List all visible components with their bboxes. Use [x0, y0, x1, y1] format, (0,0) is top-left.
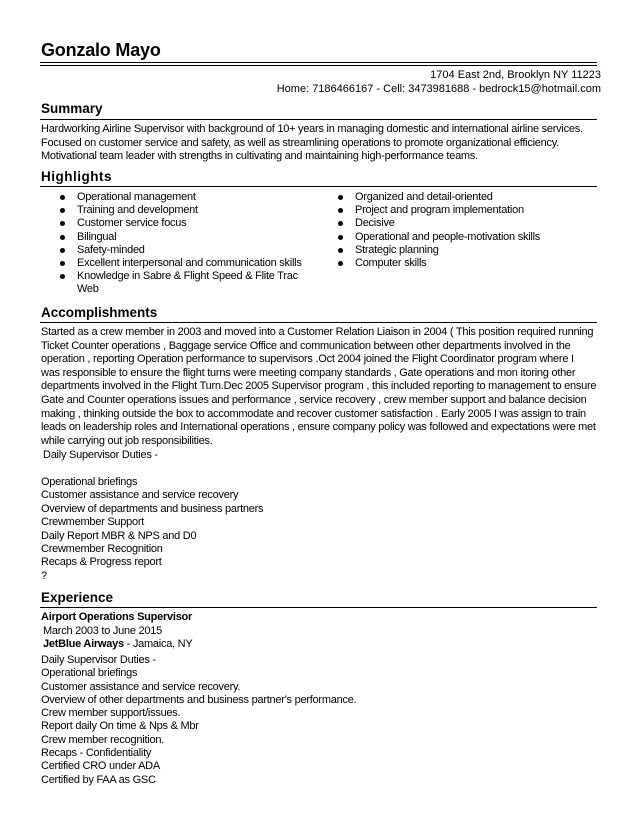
experience-title: Experience — [41, 590, 114, 605]
summary-text — [41, 123, 601, 164]
accomplishments-rule — [40, 322, 597, 323]
header-rule-bottom — [40, 65, 597, 66]
summary-line: Hardworking Airline Supervisor with background of 10+ years in managing domestic and international airline services. — [41, 123, 583, 135]
company-location: - Jamaica, NY — [123, 638, 193, 650]
paragraph-line: operation , reporting Operation performance to supervisors .Oct 2004 joined the Flight Coordinator program where I — [41, 353, 574, 366]
accomplishments-duties-list — [41, 476, 601, 583]
paragraph-line: was responsible to ensure the flight turns were meeting company standards , Gate operations and mon itoring other — [41, 366, 576, 379]
address-line: 1704 East 2nd, Brooklyn NY 11223 — [430, 69, 601, 81]
list-item: Recaps & Progress report — [41, 556, 162, 569]
list-item: Project and program implementation — [338, 204, 588, 217]
list-item: Operational briefings — [41, 667, 138, 680]
header-rule-top — [40, 62, 597, 63]
contact-info — [277, 68, 601, 96]
list-item: Crewmember Recognition — [41, 543, 163, 556]
list-item: Organized and detail-oriented — [338, 191, 588, 204]
list-item: Operational and people-motivation skills — [338, 231, 588, 244]
list-item: Training and development — [60, 204, 310, 217]
highlights-rule — [40, 186, 597, 187]
list-item: Certified CRO under ADA — [41, 760, 160, 773]
list-item: Computer skills — [338, 257, 588, 270]
paragraph-line: Gate and Counter operations issues and performance , service recovery , crew member support and balance decision — [41, 393, 587, 406]
list-item: Strategic planning — [338, 244, 588, 257]
list-item: Overview of other departments and business partner's performance. — [41, 693, 357, 706]
phone-email-line: Home: 7186466167 - Cell: 3473981688 - bedrock15@hotmail.com — [276, 83, 601, 95]
paragraph-line: departments involved in the Flight Turn.Dec 2005 Supervisor program , this included reporting to management to ensure — [41, 380, 597, 393]
bullet-icon — [60, 221, 65, 226]
list-item: Operational briefings — [41, 476, 138, 488]
summary-line: Focused on customer service and safety, as well as streamlining operations to promote organizational efficiency. — [41, 136, 559, 149]
bullet-icon — [60, 195, 65, 200]
paragraph-line: while carrying out job responsibilities. — [41, 434, 213, 447]
highlights-right-list — [338, 191, 588, 270]
job-title: Airport Operations Supervisor — [41, 611, 193, 623]
accomplishments-paragraph — [41, 326, 601, 448]
list-item: Recaps - Confidentiality — [41, 747, 152, 760]
employer-line — [43, 638, 603, 652]
list-item: Overview of departments and business partners — [41, 502, 264, 515]
list-item: Customer assistance and service recovery — [41, 489, 239, 502]
list-item: Operational management — [60, 191, 310, 204]
list-item: Crew member support/issues. — [41, 707, 181, 720]
list-item: Customer service focus — [60, 217, 310, 230]
experience-rule — [40, 607, 597, 608]
candidate-name: Gonzalo Mayo — [41, 40, 161, 60]
list-item: Customer assistance and service recovery. — [41, 680, 241, 693]
duties-heading: Daily Supervisor Duties - — [43, 449, 158, 461]
list-item: Daily Supervisor Duties - — [41, 654, 156, 666]
summary-rule — [40, 119, 597, 120]
experience-duties-list — [41, 654, 601, 787]
summary-title: Summary — [41, 101, 103, 116]
bullet-icon — [338, 248, 343, 253]
list-item: Daily Report MBR & NPS and D0 — [41, 529, 197, 542]
paragraph-line: making , thinking outside the box to accommodate and recover customer satisfaction . Early 2005 I was assign to train — [41, 407, 586, 420]
list-item: Report daily On time & Nps & Mbr — [41, 720, 199, 733]
list-item: ? — [41, 569, 47, 582]
job-dates: March 2003 to June 2015 — [43, 625, 163, 637]
paragraph-line: Ticket Counter operations , Baggage service Office and communication between other departments involved in the — [41, 339, 571, 352]
highlights-left-list — [60, 191, 310, 297]
bullet-icon — [60, 248, 65, 253]
bullet-icon — [338, 235, 343, 240]
list-item: Knowledge in Sabre & Flight Speed & Flite Trac Web — [60, 270, 310, 296]
company-name: JetBlue Airways — [43, 638, 124, 650]
list-item: Excellent interpersonal and communication skills — [60, 257, 310, 270]
bullet-icon — [60, 208, 65, 213]
summary-line: Motivational team leader with strengths in cultivating and maintaining high-performance teams. — [41, 150, 478, 163]
list-item: Certified by FAA as GSC — [41, 773, 156, 786]
bullet-icon — [338, 221, 343, 226]
bullet-icon — [60, 261, 65, 266]
accomplishments-title: Accomplishments — [41, 305, 158, 320]
list-item: Decisive — [338, 217, 588, 230]
bullet-icon — [60, 274, 65, 279]
bullet-icon — [338, 208, 343, 213]
paragraph-line: Started as a crew member in 2003 and moved into a Customer Relation Liaison in 2004 ( This position required running — [41, 326, 594, 338]
list-item: Crew member recognition. — [41, 733, 164, 746]
list-item: Safety-minded — [60, 244, 310, 257]
bullet-icon — [338, 261, 343, 266]
list-item: Crewmember Support — [41, 516, 145, 529]
highlights-title: Highlights — [41, 169, 112, 184]
paragraph-line: leads on leadership roles and International operations , ensure company policy was followed and expectations were met — [41, 421, 596, 434]
bullet-icon — [60, 235, 65, 240]
list-item: Bilingual — [60, 231, 310, 244]
bullet-icon — [338, 195, 343, 200]
